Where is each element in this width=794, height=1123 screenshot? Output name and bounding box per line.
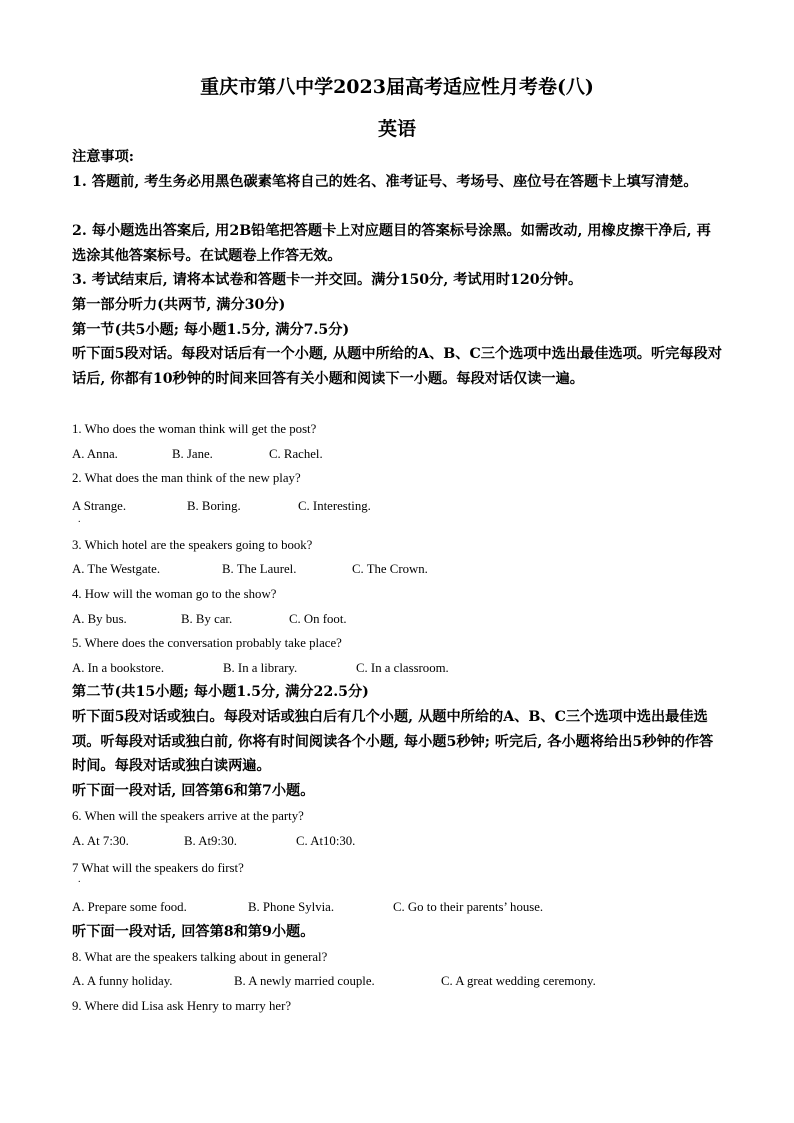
subject-title: 英语: [377, 118, 416, 140]
option-a: A. Anna.: [72, 447, 118, 461]
note-item-3: 3. 考试结束后, 请将本试卷和答题卡一并交回。满分150分, 考试用时120分钟。: [72, 272, 583, 288]
option-b: B. Phone Sylvia.: [248, 900, 335, 914]
question-stem: 2. What does the man think of the new play?: [72, 471, 301, 485]
option-a: A. A funny holiday.: [72, 974, 173, 988]
question-stem: 4. How will the woman go to the show?: [72, 587, 277, 601]
stray-dot: .: [78, 874, 81, 885]
option-c: C. Interesting.: [298, 499, 371, 513]
option-a: A. By bus.: [72, 612, 127, 626]
question-stem: 6. When will the speakers arrive at the party?: [72, 809, 304, 823]
question-stem: 7 What will the speakers do first?: [72, 861, 244, 875]
option-c: C. The Crown.: [352, 562, 428, 576]
option-c: C. In a classroom.: [356, 661, 449, 675]
dialog-6-7-heading: 听下面一段对话, 回答第6和第7小题。: [72, 783, 315, 799]
option-b: B. At9:30.: [184, 834, 237, 848]
option-a: A. The Westgate.: [72, 562, 161, 576]
part1-heading: 第一部分听力(共两节, 满分30分): [72, 297, 286, 313]
option-c: C. Rachel.: [269, 447, 323, 461]
option-a: A Strange.: [72, 499, 127, 513]
note-item-2: 2. 每小题选出答案后, 用2B铅笔把答题卡上对应题目的答案标号涂黑。如需改动, 用橡皮擦干净后, 再选涂其他答案标号。在试题卷上作答无效。: [72, 223, 711, 264]
section1-heading: 第一节(共5小题; 每小题1.5分, 满分7.5分): [72, 322, 350, 338]
option-b: B. Boring.: [187, 499, 241, 513]
option-b: B. By car.: [181, 612, 233, 626]
option-c: C. Go to their parents’ house.: [393, 900, 544, 914]
option-b: B. The Laurel.: [222, 562, 297, 576]
option-c: C. A great wedding ceremony.: [441, 974, 596, 988]
question-stem: 8. What are the speakers talking about in general?: [72, 950, 328, 964]
option-a: A. In a bookstore.: [72, 661, 165, 675]
section2-instructions: 听下面5段对话或独白。每段对话或独白后有几个小题, 从题中所给的A、B、C三个选项中选出最佳选项。听每段对话或独白前, 你将有时间阅读各个小题, 每小题5秒钟; 听完后, 各小题将给出5秒钟的作答时间。每段对话或独白读两遍。: [72, 709, 714, 775]
question-stem: 1. Who does the woman think will get the post?: [72, 422, 317, 436]
exam-title: 重庆市第八中学2023届高考适应性月考卷(八): [200, 76, 594, 98]
option-b: B. A newly married couple.: [234, 974, 375, 988]
option-b: B. Jane.: [172, 447, 213, 461]
question-stem: 9. Where did Lisa ask Henry to marry her?: [72, 999, 292, 1013]
option-a: A. At 7:30.: [72, 834, 129, 848]
option-c: C. On foot.: [289, 612, 347, 626]
stray-dot: .: [78, 514, 81, 525]
question-stem: 5. Where does the conversation probably take place?: [72, 636, 342, 650]
option-a: A. Prepare some food.: [72, 900, 187, 914]
note-item-1: 1. 答题前, 考生务必用黑色碳素笔将自己的姓名、准考证号、考场号、座位号在答题卡上填写清楚。: [72, 174, 698, 190]
notes-heading: 注意事项:: [72, 149, 134, 165]
dialog-8-9-heading: 听下面一段对话, 回答第8和第9小题。: [72, 924, 315, 940]
section2-heading: 第二节(共15小题; 每小题1.5分, 满分22.5分): [72, 684, 369, 700]
option-b: B. In a library.: [223, 661, 298, 675]
section1-instructions: 听下面5段对话。每段对话后有一个小题, 从题中所给的A、B、C三个选项中选出最佳选项。听完每段对话后, 你都有10秒钟的时间来回答有关小题和阅读下一小题。每段对话仅读一遍。: [72, 346, 722, 387]
option-c: C. At10:30.: [296, 834, 356, 848]
question-stem: 3. Which hotel are the speakers going to book?: [72, 538, 313, 552]
